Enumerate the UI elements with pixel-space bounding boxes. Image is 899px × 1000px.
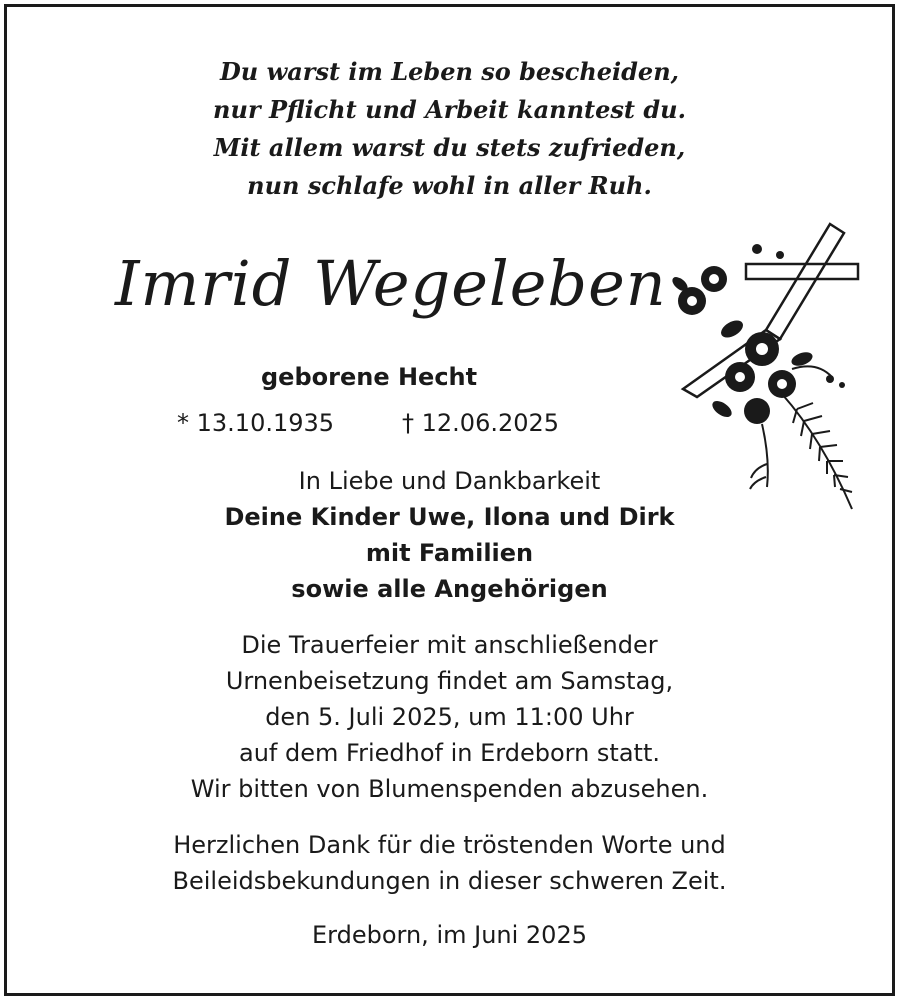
obituary-frame xyxy=(4,4,895,996)
thanks-line: Beileidsbekundungen in dieser schweren Zeit. xyxy=(172,867,727,895)
thanks-line: Herzlichen Dank für die tröstenden Worte und xyxy=(173,831,726,859)
maiden-name: geborene Hecht xyxy=(261,363,478,391)
mourners xyxy=(7,463,892,607)
service-line: auf dem Friedhof in Erdeborn statt. xyxy=(239,739,660,767)
deceased-name: Imrid Wegeleben xyxy=(115,247,667,320)
poem xyxy=(7,53,892,205)
service-line: Wir bitten von Blumenspenden abzusehen. xyxy=(190,775,709,803)
mourners-line: sowie alle Angehörigen xyxy=(291,575,608,603)
poem-line: Du warst im Leben so bescheiden, xyxy=(219,57,680,86)
mourners-line: Deine Kinder Uwe, Ilona und Dirk xyxy=(224,503,675,531)
birth-date: * 13.10.1935 xyxy=(177,409,335,437)
service-line: Die Trauerfeier mit anschließender xyxy=(241,631,658,659)
mourners-intro: In Liebe und Dankbarkeit xyxy=(298,467,601,495)
poem-line: nur Pflicht und Arbeit kanntest du. xyxy=(213,95,686,124)
poem-line: Mit allem warst du stets zufrieden, xyxy=(213,133,686,162)
thanks-note xyxy=(7,827,892,899)
mourners-line: mit Familien xyxy=(365,539,534,567)
death-date: † 12.06.2025 xyxy=(402,409,560,437)
service-line: den 5. Juli 2025, um 11:00 Uhr xyxy=(265,703,634,731)
funeral-service-info xyxy=(7,627,892,807)
service-line: Urnenbeisetzung findet am Samstag, xyxy=(225,667,674,695)
place-and-date: Erdeborn, im Juni 2025 xyxy=(312,921,587,949)
poem-line: nun schlafe wohl in aller Ruh. xyxy=(247,171,652,200)
